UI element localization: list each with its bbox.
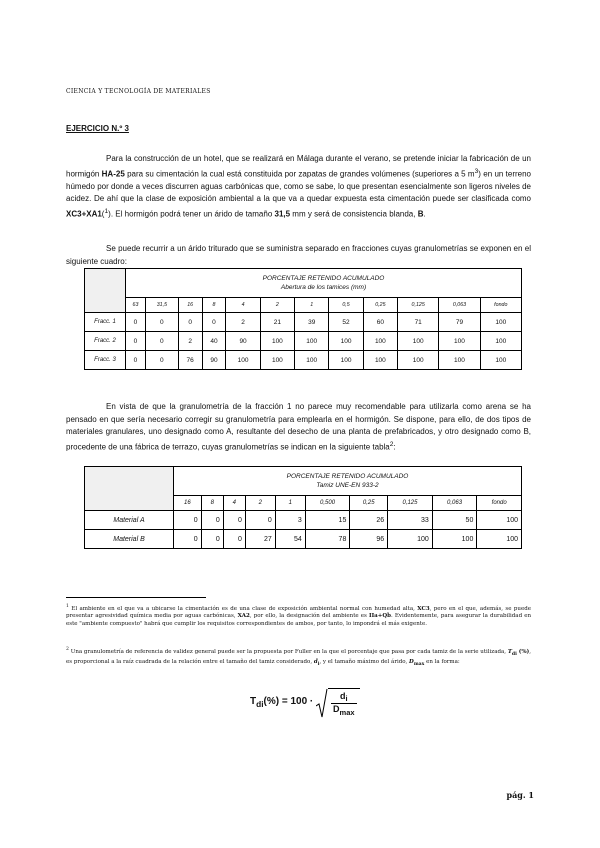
table-cell: 15	[305, 511, 350, 530]
table-cell: 0	[174, 530, 202, 549]
table1-sieve-5: 2	[260, 298, 294, 313]
table-cell: 100	[432, 530, 477, 549]
paragraph-aggregate: Se puede recurrir a un árido triturado que se suministra separado en fracciones cuyas granulometrías se exponen en el siguiente cuadro:	[66, 244, 531, 266]
table-cell: 100	[480, 313, 521, 332]
table-cell: 0	[201, 511, 223, 530]
table1-sieve-8: 0,25	[363, 298, 397, 313]
table-cell: 0	[126, 332, 146, 351]
table-cell: 3	[275, 511, 305, 530]
footnote-ref-2: 2	[389, 440, 394, 448]
table-cell: 100	[388, 530, 433, 549]
table-cell: 40	[202, 332, 226, 351]
row-label: Fracc. 1	[85, 313, 126, 332]
table1-header: PORCENTAJE RETENIDO ACUMULADO Abertura de los tamices (mm)	[126, 269, 522, 298]
footnote-ref-1: 1	[104, 207, 109, 215]
table-cell: 0	[245, 511, 275, 530]
table-materials	[84, 466, 522, 549]
table-cell: 100	[329, 332, 363, 351]
table-cell: 33	[388, 511, 433, 530]
table2-sieve-8: 0,063	[432, 496, 477, 511]
table-cell: 0	[178, 313, 202, 332]
table-cell: 27	[245, 530, 275, 549]
table2-sieve-4: 1	[275, 496, 305, 511]
table-row	[85, 351, 522, 370]
table-cell: 100	[477, 530, 522, 549]
table2-sieve-2: 4	[223, 496, 245, 511]
table-cell: 100	[439, 351, 480, 370]
table-cell: 39	[295, 313, 329, 332]
table1-sieve-2: 16	[178, 298, 202, 313]
table-row	[85, 530, 522, 549]
table-cell: 52	[329, 313, 363, 332]
table1-sieve-9: 0,125	[398, 298, 439, 313]
table1-sieve-1: 31,5	[145, 298, 178, 313]
table-cell: 100	[260, 332, 294, 351]
table-row	[85, 332, 522, 351]
table-cell: 50	[432, 511, 477, 530]
table-cell: 79	[439, 313, 480, 332]
table1-sieve-3: 8	[202, 298, 226, 313]
table2-sieve-6: 0,25	[350, 496, 388, 511]
page-number: pág. 1	[506, 790, 534, 800]
table-cell: 71	[398, 313, 439, 332]
table-cell: 100	[480, 332, 521, 351]
table-cell: 100	[439, 332, 480, 351]
exercise-title: EJERCICIO N.º 3	[66, 124, 129, 133]
table-cell: 0	[126, 313, 146, 332]
table2-sieve-5: 0,500	[305, 496, 350, 511]
paragraph-intro: Para la construcción de un hotel, que se realizará en Málaga durante el verano, se pretende iniciar la fabricación de un hormigón HA-25 para su cimentación la cual está constituida por zapatas de grandes volúmenes (superiores a 5 $m^3$) en un terreno húmedo por donde a veces discurren aguas carbónicas que, como se sabe, lo que presentan esencialmente son ligeros niveles de acidez. De ahí que la clase de exposición ambiental a la que va a quedar expuesta esta cimentación puede ser clasificada como XC3+XA1($^1$). El hormigón podrá tener un árido de tamaño 31,5 mm y será de consistencia blanda, B.	[66, 154, 531, 219]
table1-sieve-11: fondo	[480, 298, 521, 313]
row-label: Fracc. 3	[85, 351, 126, 370]
table1-sieve-0: 63	[126, 298, 146, 313]
table-cell: 100	[295, 332, 329, 351]
table-cell: 100	[480, 351, 521, 370]
footnote-1: $^1$ El ambiente en el que va a ubicarse la cimentación es de una clase de exposición ambiental normal con humedad alta, XC3, pero en el que, además, se puede presentar agresividad química media por aguas carbónicas, XA2, por ello, la designación del ambiente es IIa+Qb. Evidentemente, para asegurar la durabilidad en este "ambiente compuesto" habrá que cumplir los requisitos correspondientes de ambos, por tanto, lo impondrá el más exigente.	[66, 604, 532, 628]
table-cell: 100	[329, 351, 363, 370]
sqrt-icon: $\frac{d_i}{D_{max}}$	[316, 688, 360, 717]
table-cell: 0	[145, 313, 178, 332]
table2-sieve-0: 16	[174, 496, 202, 511]
row-label: Fracc. 2	[85, 332, 126, 351]
table-cell: 54	[275, 530, 305, 549]
table-cell: 100	[260, 351, 294, 370]
table-cell: 0	[201, 530, 223, 549]
table-cell: 2	[178, 332, 202, 351]
fuller-formula: $T_{di}(\%) = 100$ · $\frac{d_i}{D_{max}}$	[250, 688, 360, 717]
table-cell: 0	[126, 351, 146, 370]
table-cell: 100	[226, 351, 260, 370]
running-header: CIENCIA Y TECNOLOGÍA DE MATERIALES	[66, 88, 211, 95]
table1-sieve-7: 0,5	[329, 298, 363, 313]
table-cell: 0	[202, 313, 226, 332]
footnote-2: $^2$ Una granulometría de referencia de validez general puede ser la propuesta por Fuller en la que el porcentaje que pasa por cada tamiz de la serie utilizada, $T_{di}$ (%), es proporcional a la raíz cuadrada de la relación entre el tamaño del tamiz considerado, $d_i$, y el tamaño máximo del árido, $D_{max}$ en la forma:	[66, 647, 531, 667]
table-cell: 0	[223, 511, 245, 530]
table-cell: 100	[363, 351, 397, 370]
table-cell: 100	[363, 332, 397, 351]
table-cell: 100	[477, 511, 522, 530]
table-cell: 78	[305, 530, 350, 549]
table-cell: 0	[145, 351, 178, 370]
table-cell: 0	[145, 332, 178, 351]
table-row	[85, 511, 522, 530]
row-label: Material A	[85, 511, 174, 530]
table-cell: 21	[260, 313, 294, 332]
table2-sieve-3: 2	[245, 496, 275, 511]
table-cell: 100	[398, 332, 439, 351]
row-label: Material B	[85, 530, 174, 549]
table-cell: 60	[363, 313, 397, 332]
table1-sieve-row	[85, 298, 522, 313]
table2-header: PORCENTAJE RETENIDO ACUMULADO Tamiz UNE-EN 933-2	[174, 467, 522, 496]
table-cell: 76	[178, 351, 202, 370]
table-cell: 0	[174, 511, 202, 530]
table-cell: 100	[398, 351, 439, 370]
table-cell: 100	[295, 351, 329, 370]
table2-sieve-1: 8	[201, 496, 223, 511]
table-cell: 96	[350, 530, 388, 549]
table1-sieve-4: 4	[226, 298, 260, 313]
table-row	[85, 313, 522, 332]
table-cell: 90	[202, 351, 226, 370]
table2-sieve-7: 0,125	[388, 496, 433, 511]
table-cell: 26	[350, 511, 388, 530]
paragraph-materials: En vista de que la granulometría de la fracción 1 no parece muy recomendable para utilizarla como arena se ha pensado en que sería necesario corregir su granulometría para emplearla en el hormigón. Se dispone, para ello, de dos tipos de materiales granulares, uno designado como A, resultante del desecho de una planta de prefabricados, y otro designado como B, procedente de una fábrica de terrazo, cuyas granulometrías se indican en la siguiente tabla$^2$:	[66, 402, 531, 452]
table-cell: 90	[226, 332, 260, 351]
footnote-separator	[66, 597, 206, 598]
table1-sieve-6: 1	[295, 298, 329, 313]
table2-sieve-9: fondo	[477, 496, 522, 511]
table-cell: 2	[226, 313, 260, 332]
table-cell: 0	[223, 530, 245, 549]
table1-sieve-10: 0,063	[439, 298, 480, 313]
table-fractions	[84, 268, 522, 370]
